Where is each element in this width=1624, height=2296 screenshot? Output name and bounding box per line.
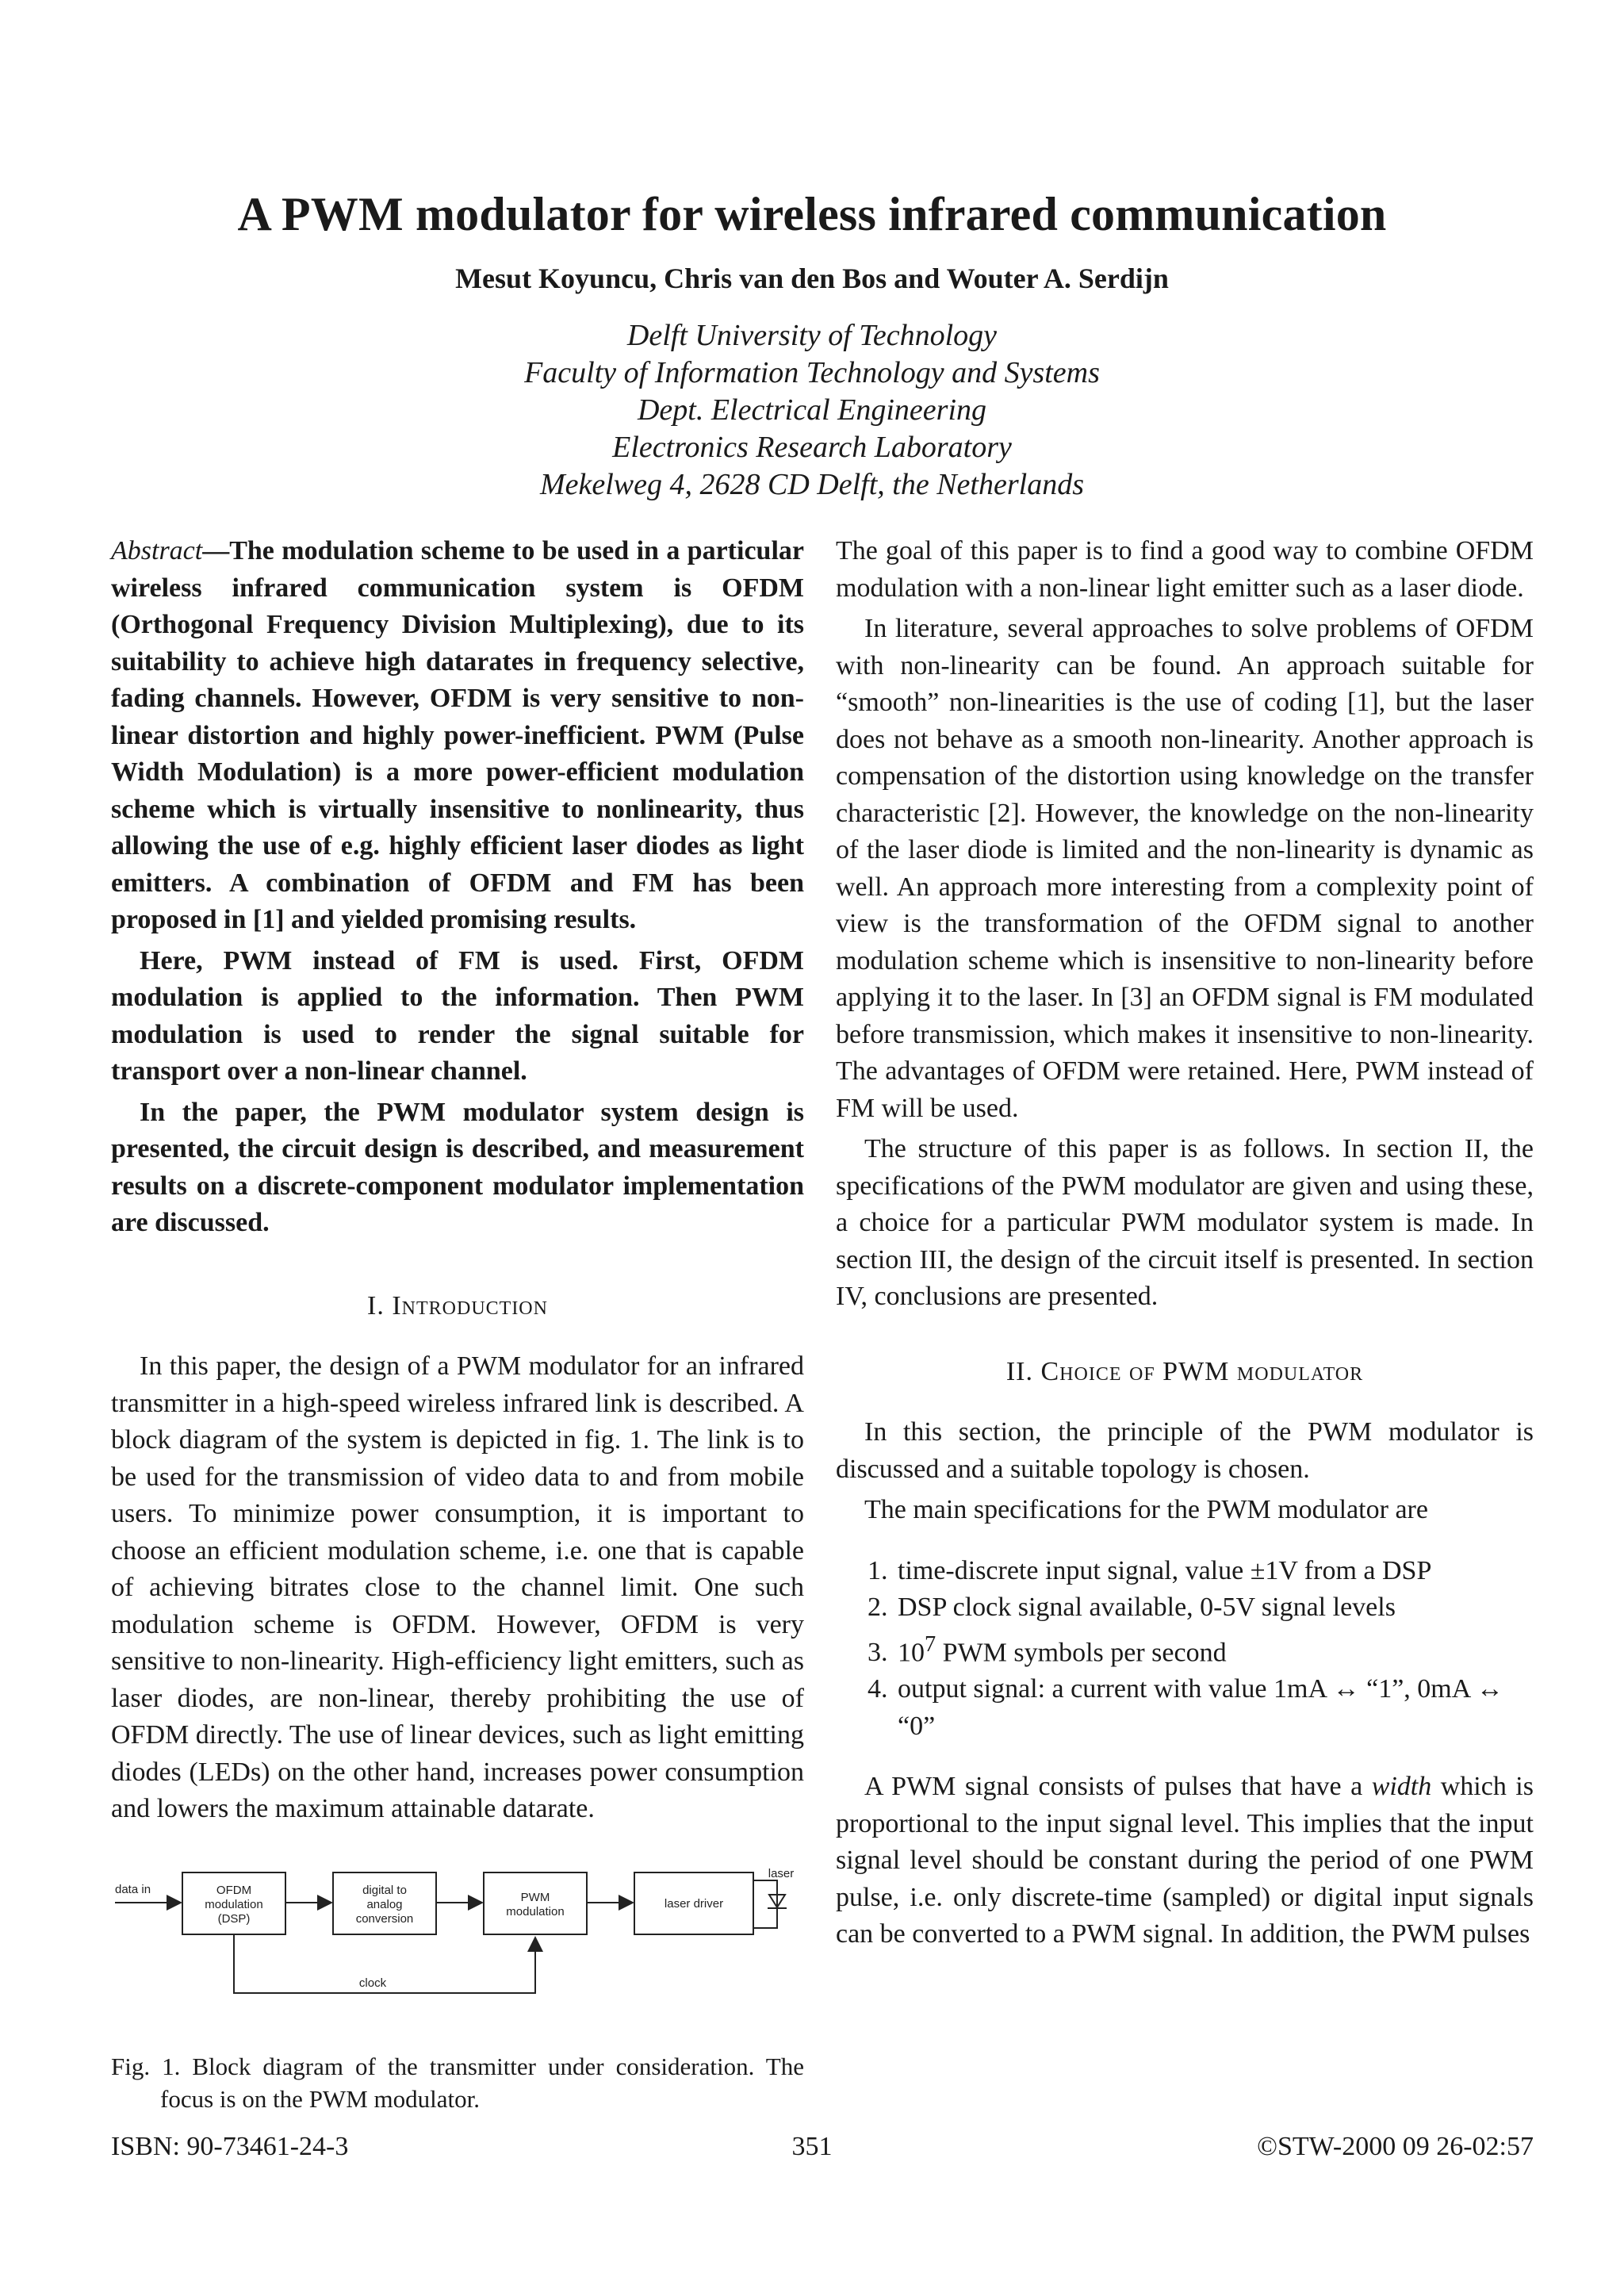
block-label: OFDM xyxy=(216,1883,252,1897)
authors: Mesut Koyuncu, Chris van den Bos and Wouter A. Serdijn xyxy=(455,263,1169,294)
affiliation-line: Faculty of Information Technology and Systems xyxy=(524,356,1100,389)
body-paragraph: In literature, several approaches to solve problems of OFDM with non-linearity can be found. An approach suitable for “smooth” non-linearities is the use of coding [1], but the laser does not behave as a smooth non-linearity. Another approach is compensation of the distortion using knowledge on the transfer characteristic [2]. However, the knowledge on the non-linearity of the laser diode is limited and the non-linearity is dynamic as well. An approach more interesting from a complexity point of view is the transformation of the OFDM signal to another modulation scheme which is insensitive to non-linearity before applying it to the laser. In [3] an OFDM signal is FM modulated before transmission, which makes it insensitive to non-linearity. The advantages of OFDM were retained. Here, PWM instead of FM will be used. xyxy=(836,614,1534,1123)
affiliation xyxy=(0,317,1624,504)
affiliation-line: Delft University of Technology xyxy=(626,319,998,352)
block-label: laser driver xyxy=(664,1896,724,1911)
footer-copyright: ©STW-2000 09 26-02:57 xyxy=(1257,2132,1534,2161)
footer-page-number: 351 xyxy=(791,2132,833,2161)
block-label: analog xyxy=(366,1897,403,1911)
input-label: data in xyxy=(115,1882,151,1896)
emphasis: width xyxy=(1371,1772,1432,1802)
right-column xyxy=(836,533,1534,1953)
block-diagram-svg xyxy=(111,1865,809,2023)
abstract-paragraph xyxy=(111,533,804,939)
list-item: 1. time-discrete input signal, value ±1V from a DSP xyxy=(894,1553,1534,1590)
spec-base: 10 xyxy=(898,1637,925,1667)
affiliation-line: Electronics Research Laboratory xyxy=(612,431,1012,464)
body-paragraph xyxy=(836,1769,1534,1953)
abstract-paragraph: In the paper, the PWM modulator system design is presented, the circuit design is described, and measurement results on a discrete-component modulator implementation are discussed. xyxy=(111,1097,804,1237)
body-paragraph: In this paper, the design of a PWM modulator for an infrared transmitter in a high-speed wireless infrared link is described. A block diagram of the system is depicted in fig. 1. The link is to be used for the transmission of video data to and from mobile users. To minimize power consumption, it is important to choose an efficient modulation scheme, i.e. one that is capable of achieving bitrates close to the channel limit. One such modulation scheme is OFDM. However, OFDM is very sensitive to non-linearity. High-efficiency light emitters, such as laser diodes, are non-linear, thereby prohibiting the use of OFDM directly. The use of linear devices, such as light emitting diodes (LEDs) on the other hand, increases power consumption and lowers the maximum attainable datarate. xyxy=(111,1351,804,1823)
body-paragraph: The main specifications for the PWM modulator are xyxy=(864,1495,1428,1524)
left-column xyxy=(111,533,804,2115)
spec-exponent: 7 xyxy=(925,1631,936,1657)
section-heading-choice-of-pwm xyxy=(836,1354,1534,1391)
body-paragraph: The structure of this paper is as follows. In section II, the specifications of the PWM modulator are given and using these, a choice for a particular PWM modulator system is made. In section III, the design of the circuit itself is presented. In section IV, conclusions are presented. xyxy=(836,1134,1534,1311)
body-paragraph: The goal of this paper is to find a good way to combine OFDM modulation with a non-linear light emitter such as a laser diode. xyxy=(836,536,1534,603)
list-item: 2. DSP clock signal available, 0-5V signal levels xyxy=(894,1589,1534,1627)
block-label: (DSP) xyxy=(217,1911,251,1926)
block-label: PWM xyxy=(520,1890,550,1904)
abstract-paragraph: Here, PWM instead of FM is used. First, OFDM modulation is applied to the information. Then PWM modulation is used to render the signal suitable for transport over a non-linear channel. xyxy=(111,945,804,1086)
text-run: which is proportional to the input signal level. This implies that the input signal level should be constant during the period of one PWM pulse, i.e. only discrete-time (sampled) or digital input signals can be converted to a PWM signal. In addition, the PWM pulses xyxy=(836,1772,1534,1949)
affiliation-line: Dept. Electrical Engineering xyxy=(637,393,987,427)
section-title: Choice of PWM modulator xyxy=(1040,1356,1364,1386)
laser-wire xyxy=(753,1880,777,1928)
block-label: digital to xyxy=(362,1883,407,1897)
body-paragraph: In this section, the principle of the PWM modulator is discussed and a suitable topology is chosen. xyxy=(836,1417,1534,1484)
affiliation-line: Mekelweg 4, 2628 CD Delft, the Netherlands xyxy=(540,468,1084,501)
block-label: modulation xyxy=(205,1897,263,1911)
clock-label: clock xyxy=(358,1976,387,1990)
figure-caption: Fig. 1. Block diagram of the transmitter under consideration. The focus is on the PWM modulator. xyxy=(111,2052,804,2113)
section-number: I. xyxy=(367,1290,385,1320)
list-item: 4. output signal: a current with value 1mA ↔ “1”, 0mA ↔ “0” xyxy=(894,1671,1534,1745)
abstract-lead: Abstract xyxy=(111,536,203,565)
abstract-text: —The modulation scheme to be used in a particular wireless infrared communication system is OFDM (Orthogonal Frequency Division Multiplexing), due to its suitability to achieve high datarates in frequency selective, fading channels. However, OFDM is very sensitive to non-linear distortion and highly power-inefficient. PWM (Pulse Width Modulation) is a more power-efficient modulation scheme which is virtually insensitive to nonlinearity, thus allowing the use of e.g. highly efficient laser diodes as light emitters. A combination of OFDM and FM has been proposed in [1] and yielded promising results. xyxy=(111,536,804,934)
section-title: Introduction xyxy=(392,1290,548,1320)
figure-1-block-diagram xyxy=(111,1865,804,2023)
block-label: conversion xyxy=(355,1911,414,1926)
block-label: modulation xyxy=(506,1904,565,1918)
text-run: A PWM signal consists of pulses that have a xyxy=(864,1772,1372,1802)
laser-label: laser xyxy=(768,1866,795,1880)
specifications-list xyxy=(836,1553,1534,1746)
list-item xyxy=(894,1627,1534,1672)
footer-isbn: ISBN: 90-73461-24-3 xyxy=(111,2132,349,2161)
section-heading-introduction xyxy=(111,1288,804,1325)
section-number: II. xyxy=(1005,1356,1033,1386)
spec-text: PWM symbols per second xyxy=(942,1637,1227,1667)
paper-title: A PWM modulator for wireless infrared communication xyxy=(237,188,1387,240)
